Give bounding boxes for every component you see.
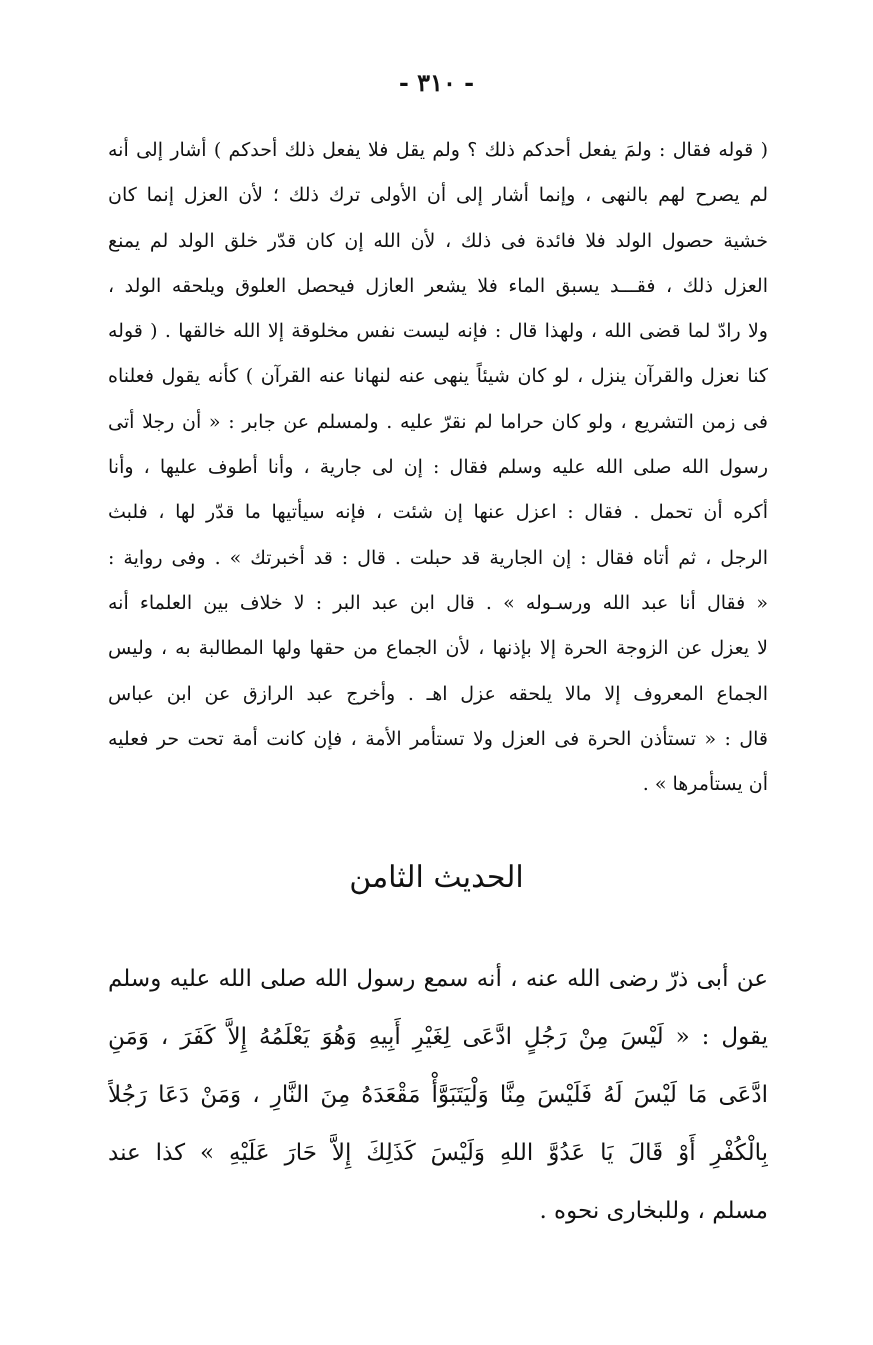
hadith-line: مسلم ، وللبخارى نحوه . (539, 1198, 768, 1224)
commentary-line: كنا نعزل والقرآن ينزل ، لو كان شيئاً ينهى عنه لنهانا عنه القرآن ) كأنه يقول فعلناه (108, 365, 768, 388)
commentary-line: لم يصرح لهم بالنهى ، وإنما أشار إلى أن الأولى ترك ذلك ؛ لأن العزل إنما كان (108, 184, 768, 207)
section-heading: الحديث الثامن (349, 860, 524, 895)
commentary-line: ولا رادّ لما قضى الله ، ولهذا قال : فإنه ليست نفس مخلوقة إلا الله خالقها . ( قوله (108, 320, 768, 343)
commentary-line: « فقال أنا عبد الله ورسـوله » . قال ابن عبد البر : لا خلاف بين العلماء أنه (108, 591, 768, 614)
hadith-paragraph (108, 950, 768, 1240)
commentary-paragraph (108, 128, 768, 807)
commentary-line: أن يستأمرها » . (642, 773, 768, 796)
hadith-line: يقول : « لَيْسَ مِنْ رَجُلٍ ادَّعَى لِغَيْرِ أَبِيهِ وَهُوَ يَعْلَمُهُ إِلاَّ كَفَرَ ، وَمَنِ (108, 1024, 768, 1050)
commentary-line: الرجل ، ثم أتاه فقال : إن الجارية قد حبلت . قال : قد أخبرتك » . وفى رواية : (108, 546, 768, 569)
commentary-line: العزل ذلك ، فقـــد يسبق الماء فلا يشعر العازل فيحصل العلوق ويلحقه الولد ، (108, 274, 768, 297)
commentary-line: قال : « تستأذن الحرة فى العزل ولا تستأمر الأمة ، فإن كانت أمة تحت حر فعليه (108, 727, 768, 750)
hadith-line: بِالْكُفْرِ أَوْ قَالَ يَا عَدُوَّ اللهِ وَلَيْسَ كَذَلِكَ إِلاَّ حَارَ عَلَيْهِ » كذا عند (108, 1140, 768, 1166)
commentary-line: الجماع المعروف إلا مالا يلحقه عزل اهـ . وأخرج عبد الرازق عن ابن عباس (108, 682, 768, 705)
commentary-line: فى زمن التشريع ، ولو كان حراما لم نقرّ عليه . ولمسلم عن جابر : « أن رجلا أتى (108, 410, 768, 433)
commentary-line: رسول الله صلى الله عليه وسلم فقال : إن لى جارية ، وأنا أطوف عليها ، وأنا (108, 456, 768, 479)
commentary-line: خشية حصول الولد فلا فائدة فى ذلك ، لأن الله إن كان قدّر خلق الولد لم يمنع (108, 229, 768, 252)
commentary-line: لا يعزل عن الزوجة الحرة إلا بإذنها ، لأن الجماع من حقها ولها المطالبة به ، وليس (108, 637, 768, 660)
commentary-line: أكره أن تحمل . فقال : اعزل عنها إن شئت ، فإنه سيأتيها ما قدّر لها ، فلبث (108, 501, 768, 524)
hadith-line: ادَّعَى مَا لَيْسَ لَهُ فَلَيْسَ مِنَّا وَلْيَتَبَوَّأْ مَقْعَدَهُ مِنَ النَّارِ ، وَمَنْ دَعَا رَجُلاً (108, 1082, 768, 1108)
hadith-line: عن أبى ذرّ رضى الله عنه ، أنه سمع رسول الله صلى الله عليه وسلم (108, 966, 768, 992)
commentary-line: ( قوله فقال : ولمَ يفعل أحدكم ذلك ؟ ولم يقل فلا يفعل ذلك أحدكم ) أشار إلى أنه (108, 139, 768, 161)
page-number: - ٣١٠ - (398, 68, 475, 97)
